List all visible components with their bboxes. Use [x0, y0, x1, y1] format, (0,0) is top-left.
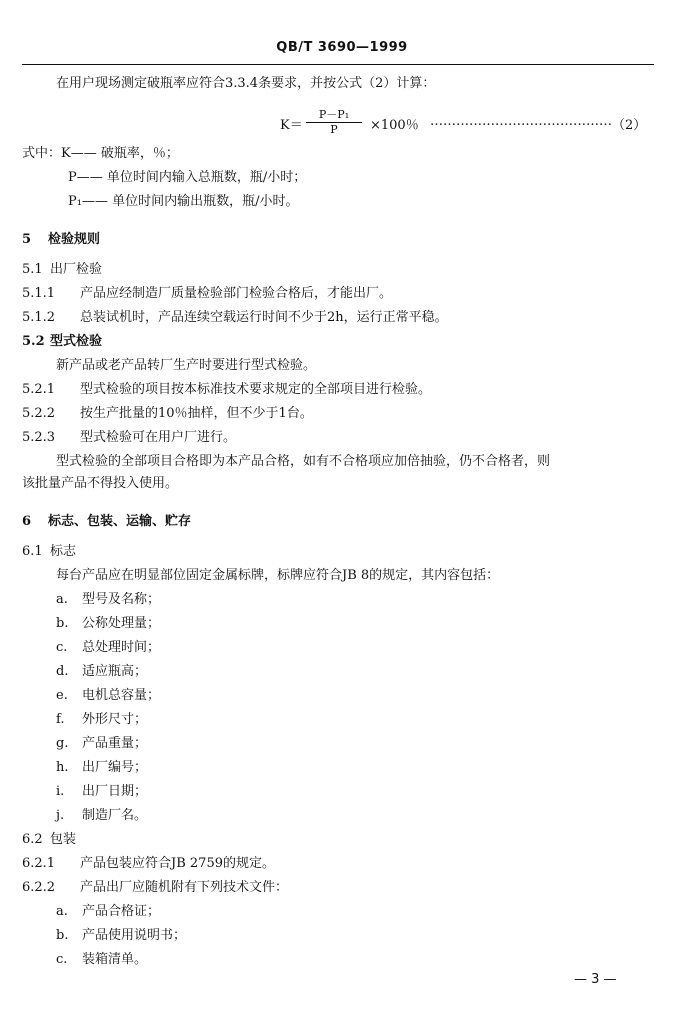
- clause-number: 6.2: [22, 832, 43, 847]
- item-text: 电机总容量；: [82, 688, 161, 703]
- item-text: 总处理时间；: [82, 640, 161, 655]
- header-rule: [22, 64, 654, 65]
- item-letter: h.: [56, 760, 69, 775]
- item-letter: i.: [56, 784, 65, 799]
- clause-5-2-1: [22, 382, 431, 398]
- clause-5-2-3: [22, 430, 236, 446]
- formula-lhs: K＝: [280, 118, 303, 133]
- clause-text: 总装试机时，产品连续空载运行时间不少于2h，运行正常平稳。: [80, 310, 448, 325]
- item-letter: g.: [56, 736, 69, 751]
- clause-text: 型式检验的项目按本标准技术要求规定的全部项目进行检验。: [80, 382, 432, 397]
- item-text: 产品重量；: [82, 736, 148, 751]
- section-title: 检验规则: [48, 232, 101, 247]
- where-sym: P: [68, 170, 77, 185]
- page-number: — 3 —: [574, 972, 617, 987]
- clause-number: 6.2.1: [22, 856, 56, 871]
- clause-text: 按生产批量的10％抽样，但不少于1台。: [80, 406, 313, 421]
- where-sym: P₁: [68, 194, 82, 209]
- list-item: [56, 784, 147, 800]
- list-item: [56, 808, 147, 824]
- clause-number: 5.2: [22, 334, 45, 349]
- list-item: [56, 904, 160, 920]
- clause-5-2-2: [22, 406, 313, 422]
- section-6-heading: [22, 514, 191, 530]
- type-test-paragraph-line-2: 该批量产品不得投入使用。: [22, 476, 179, 491]
- formula-numerator: P－P₁: [306, 108, 362, 123]
- clause-text: 型式检验可在用户厂进行。: [80, 430, 237, 445]
- item-letter: b.: [56, 928, 69, 943]
- clause-title: 型式检验: [50, 334, 103, 349]
- clause-text: 产品包装应符合JB 2759的规定。: [80, 856, 275, 871]
- where-p1: [68, 194, 298, 210]
- list-item: [56, 664, 147, 680]
- item-text: 出厂日期；: [82, 784, 148, 799]
- where-sym: K: [61, 146, 71, 161]
- item-letter: d.: [56, 664, 69, 679]
- item-letter: f.: [56, 712, 65, 727]
- formula-fraction: [306, 108, 362, 137]
- clause-5-2-text: 新产品或老产品转厂生产时要进行型式检验。: [56, 358, 317, 373]
- list-item: [56, 928, 186, 944]
- clause-6-2: [22, 832, 76, 848]
- where-k: [22, 146, 179, 162]
- intro-line: 在用户现场测定破瓶率应符合3.3.4条要求，并按公式（2）计算：: [56, 76, 436, 91]
- where-p: [68, 170, 306, 186]
- item-letter: b.: [56, 616, 69, 631]
- type-test-paragraph-line-1: 型式检验的全部项目合格即为本产品合格，如有不合格项应加倍抽验，仍不合格者，则: [56, 454, 551, 469]
- item-letter: c.: [56, 640, 68, 655]
- clause-5-2: [22, 334, 102, 350]
- clause-number: 5.2.3: [22, 430, 56, 445]
- clause-text: 产品出厂应随机附有下列技术文件：: [80, 880, 289, 895]
- clause-6-1-text: 每台产品应在明显部位固定金属标牌，标牌应符合JB 8的规定，其内容包括：: [56, 568, 500, 583]
- clause-number: 5.1.1: [22, 286, 56, 301]
- clause-text: 产品应经制造厂质量检验部门检验合格后，才能出厂。: [80, 286, 393, 301]
- item-text: 适应瓶高；: [82, 664, 148, 679]
- where-desc: —— 破瓶率，％；: [70, 146, 179, 161]
- section-number: 5: [22, 232, 32, 247]
- item-text: 装箱清单。: [82, 952, 148, 967]
- clause-number: 6.2.2: [22, 880, 56, 895]
- item-text: 产品合格证；: [82, 904, 161, 919]
- item-letter: a.: [56, 904, 68, 919]
- clause-number: 5.2.2: [22, 406, 56, 421]
- formula-rhs: ×100％: [370, 118, 419, 133]
- section-5-heading: [22, 232, 100, 248]
- item-text: 制造厂名。: [82, 808, 148, 823]
- where-lead: 式中：: [22, 146, 62, 161]
- where-desc: —— 单位时间内输出瓶数，瓶/小时。: [81, 194, 299, 209]
- list-item: [56, 952, 147, 968]
- list-item: [56, 640, 160, 656]
- clause-5-1: [22, 262, 102, 278]
- item-letter: a.: [56, 592, 68, 607]
- formula-leader-dots: ……………………………………: [430, 114, 612, 129]
- list-item: [56, 688, 160, 704]
- clause-5-1-1: [22, 286, 392, 302]
- clause-number: 5.1.2: [22, 310, 56, 325]
- clause-6-2-1: [22, 856, 275, 872]
- clause-number: 6.1: [22, 544, 43, 559]
- clause-title: 出厂检验: [50, 262, 103, 277]
- formula-denominator: P: [330, 123, 338, 136]
- clause-title: 标志: [50, 544, 77, 559]
- list-item: [56, 592, 160, 608]
- item-text: 外形尺寸；: [82, 712, 148, 727]
- clause-6-2-2: [22, 880, 288, 896]
- item-letter: c.: [56, 952, 68, 967]
- list-item: [56, 712, 147, 728]
- where-desc: —— 单位时间内输入总瓶数，瓶/小时；: [76, 170, 307, 185]
- list-item: [56, 736, 147, 752]
- formula-tag: （2）: [612, 118, 647, 133]
- item-text: 产品使用说明书；: [82, 928, 187, 943]
- item-letter: e.: [56, 688, 68, 703]
- item-text: 公称处理量；: [82, 616, 161, 631]
- section-title: 标志、包装、运输、贮存: [48, 514, 192, 529]
- item-text: 出厂编号；: [82, 760, 148, 775]
- item-letter: j.: [56, 808, 65, 823]
- clause-5-1-2: [22, 310, 448, 326]
- item-text: 型号及名称；: [82, 592, 161, 607]
- clause-title: 包装: [50, 832, 77, 847]
- list-item: [56, 760, 147, 776]
- section-number: 6: [22, 514, 32, 529]
- standard-number: QB/T 3690—1999: [276, 40, 408, 55]
- list-item: [56, 616, 160, 632]
- clause-6-1: [22, 544, 76, 560]
- clause-number: 5.2.1: [22, 382, 56, 397]
- clause-number: 5.1: [22, 262, 43, 277]
